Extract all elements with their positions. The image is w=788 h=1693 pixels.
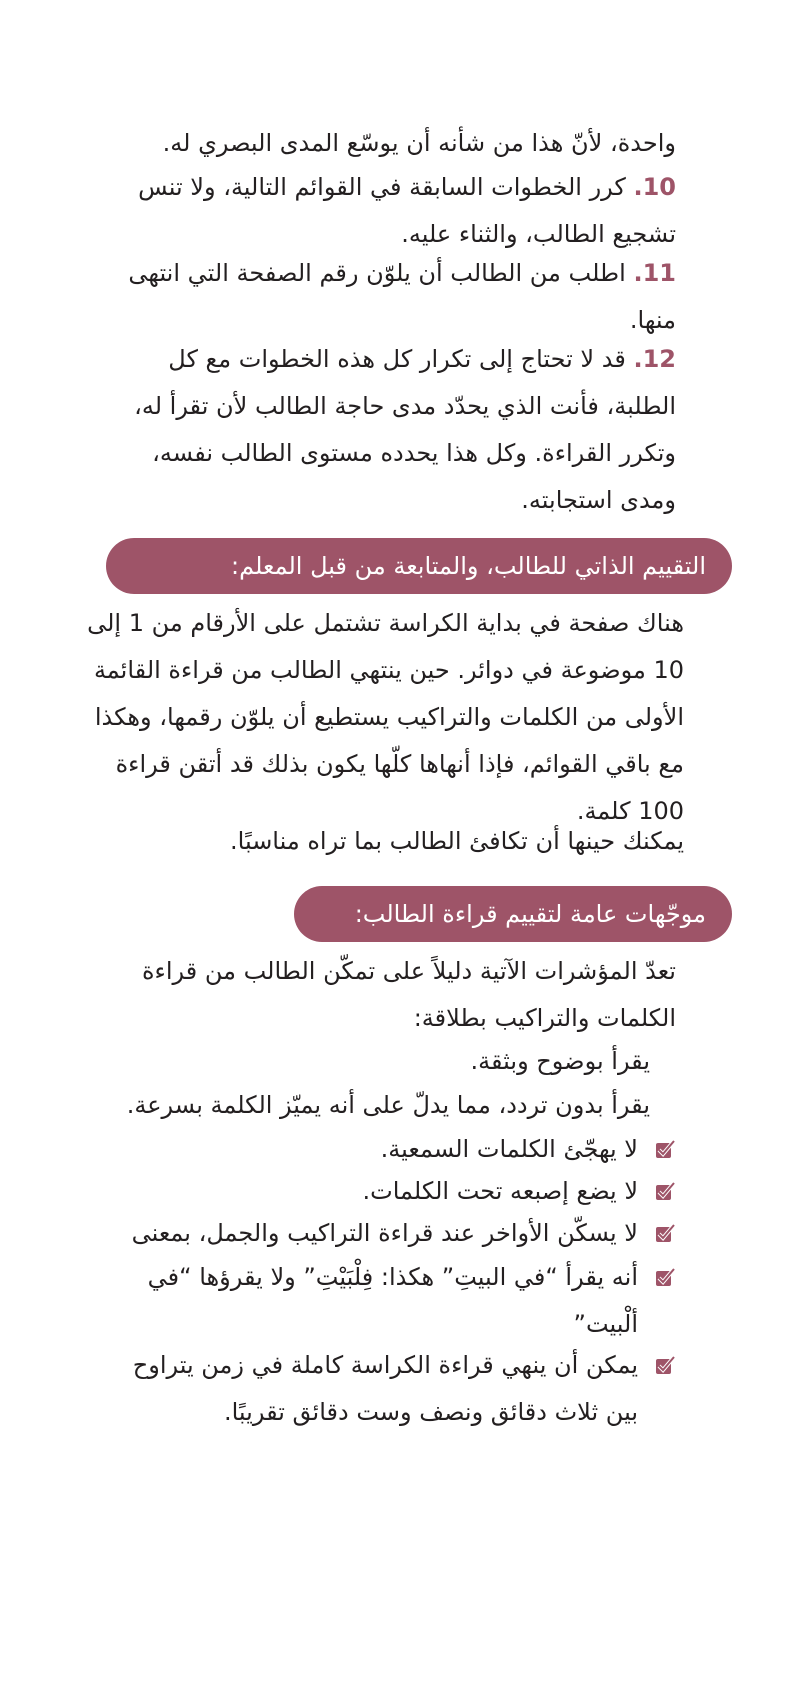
- continuation-line: واحدة، لأنّ هذا من شأنه أن يوسّع المدى البصري له.: [162, 129, 676, 157]
- section-heading-self-assessment: التقييم الذاتي للطالب، والمتابعة من قبل المعلم:: [106, 538, 732, 594]
- self-assessment-paragraph: هناك صفحة في بداية الكراسة تشتمل على الأرقام من 1 إلى 10 موضوعة في دوائر. حين ينتهي الطالب من قراءة القائمة الأولى من الكلمات والتراكيب يستطيع أن يلوّن رقمها، وهكذا مع باقي القوائم، فإذا أنهاها كلّها يكون بذلك قد أتقن قراءة 100 كلمة.: [87, 609, 684, 825]
- step-text: اطلب من الطالب أن يلوّن رقم الصفحة التي انتهى منها.: [128, 259, 676, 334]
- step-number: 12.: [633, 345, 676, 373]
- indicator-line: يقرأ بوضوح وبثقة.: [470, 1047, 650, 1075]
- reward-paragraph: يمكنك حينها أن تكافئ الطالب بما تراه مناسبًا.: [230, 827, 684, 855]
- step-item-11: [96, 250, 676, 344]
- checklist-item: [68, 1210, 676, 1257]
- step-number: 10.: [633, 173, 676, 201]
- section-heading-guidelines: موجّهات عامة لتقييم قراءة الطالب:: [294, 886, 732, 942]
- checkbox-checked-icon: [654, 1354, 676, 1376]
- step-item-12: [96, 336, 676, 524]
- checklist-item: [68, 1168, 676, 1215]
- checkbox-checked-icon: [654, 1180, 676, 1202]
- checklist-text: لا يضع إصبعه تحت الكلمات.: [362, 1177, 638, 1205]
- indicator-line: يقرأ بدون تردد، مما يدلّ على أنه يميّز الكلمة بسرعة.: [126, 1091, 650, 1119]
- checkbox-checked-icon: [654, 1222, 676, 1244]
- checklist-text: أنه يقرأ “في البيتِ” هكذا: فِلْبَيْتِ” ولا يقرؤها “في ألْبيت”: [147, 1263, 638, 1338]
- step-item-10: [96, 164, 676, 258]
- checkbox-checked-icon: [654, 1266, 676, 1288]
- checklist-text: يمكن أن ينهي قراءة الكراسة كاملة في زمن يتراوح بين ثلاث دقائق ونصف وست دقائق تقريبًا.: [132, 1351, 638, 1426]
- checkbox-checked-icon: [654, 1138, 676, 1160]
- checklist-text: لا يسكّن الأواخر عند قراءة التراكيب والجمل، بمعنى: [131, 1219, 638, 1247]
- step-text: قد لا تحتاج إلى تكرار كل هذه الخطوات مع كل الطلبة، فأنت الذي يحدّد مدى حاجة الطالب لأن تقرأ له، وتكرر القراءة. وكل هذا يحدده مستوى الطالب نفسه، ومدى استجابته.: [134, 345, 676, 514]
- checklist-item: [116, 1254, 676, 1348]
- checklist-text: لا يهجّئ الكلمات السمعية.: [380, 1135, 638, 1163]
- guidelines-intro: تعدّ المؤشرات الآتية دليلاً على تمكّن الطالب من قراءة الكلمات والتراكيب بطلاقة:: [141, 957, 676, 1032]
- checklist-item: [96, 1342, 676, 1436]
- checklist-item: [68, 1126, 676, 1173]
- step-text: كرر الخطوات السابقة في القوائم التالية، ولا تنس تشجيع الطالب، والثناء عليه.: [138, 173, 676, 248]
- step-number: 11.: [633, 259, 676, 287]
